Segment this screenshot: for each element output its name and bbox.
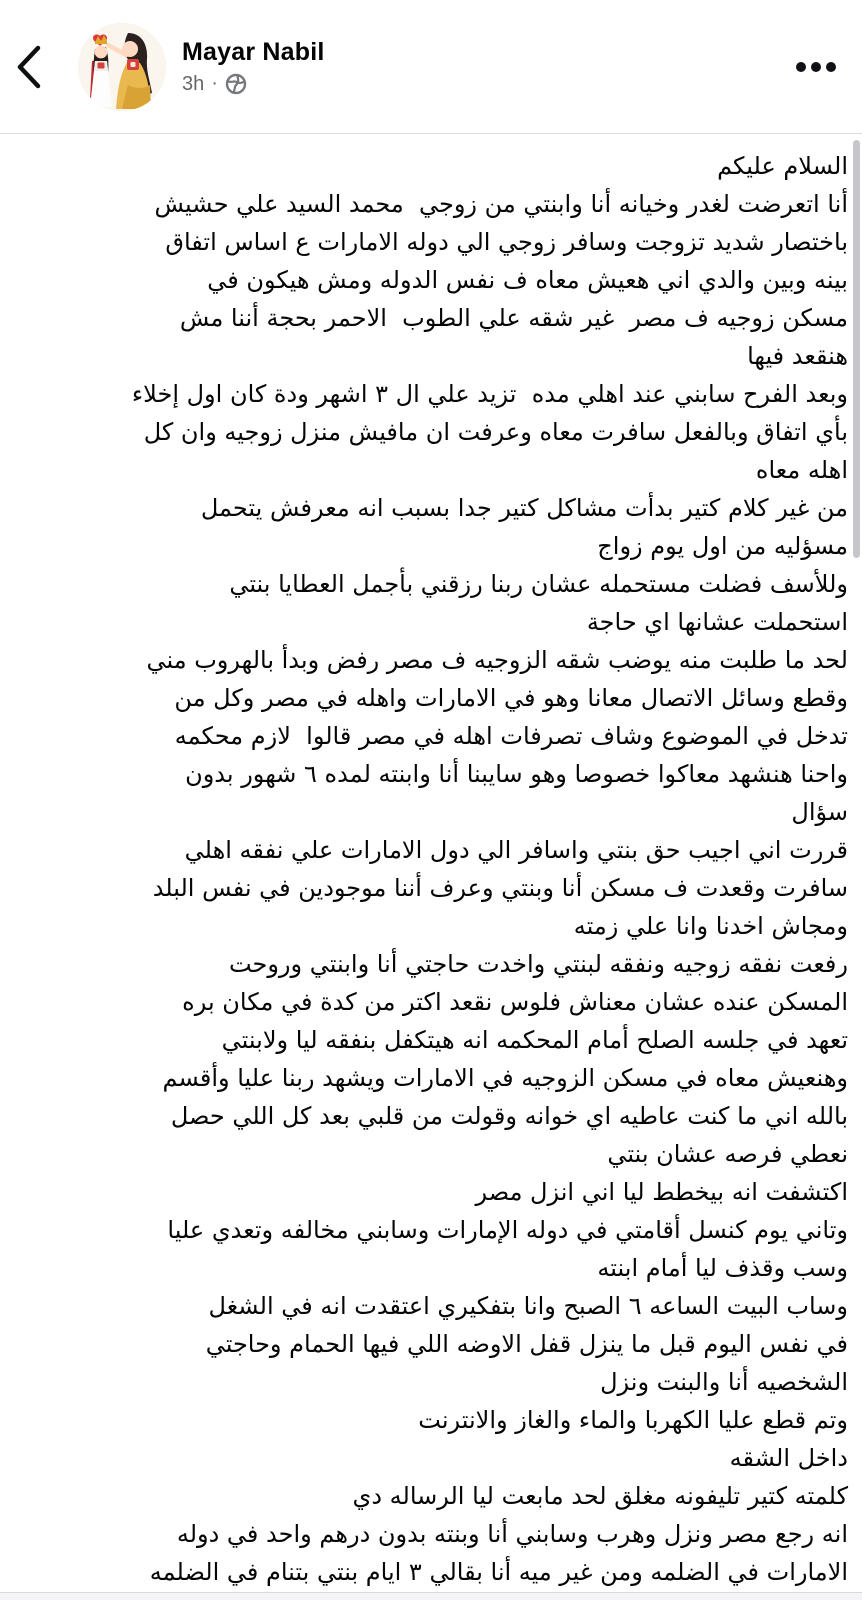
post-line: المسكن عنده عشان معناش فلوس نقعد اكتر من كدة في مكان بره [182, 988, 848, 1016]
post-line: اكتشفت انه بيخطط ليا اني انزل مصر [475, 1178, 848, 1206]
post-line: في نفس اليوم قبل ما ينزل قفل الاوضه اللي فيها الحمام وحاجتي [205, 1330, 848, 1358]
post-line: قررت اني اجيب حق بنتي واسافر الي دول الامارات علي نفقه اهلي [184, 836, 848, 864]
avatar[interactable] [78, 23, 166, 111]
bottom-divider [0, 1592, 862, 1600]
timestamp: 3h [182, 73, 205, 95]
post-body [0, 134, 862, 1592]
post-line: واحنا هنشهد معاكوا خصوصا وهو سايبنا أنا وابنته لمده ٦ شهور بدون [185, 760, 848, 788]
post-line: هنقعد فيها [747, 342, 848, 370]
post-line: وللأسف فضلت مستحمله عشان ربنا رزقني بأجمل العطايا بنتي [229, 570, 848, 598]
globe-privacy-icon [225, 73, 247, 95]
post-line: انه رجع مصر ونزل وهرب وسابني أنا وبنته بدون درهم واحد في دوله [176, 1520, 848, 1548]
post-line: داخل الشقه [729, 1444, 848, 1472]
post-line: نعطي فرصه عشان بنتي [607, 1140, 848, 1168]
more-options-button[interactable] [794, 52, 838, 82]
post-line: وتاني يوم كنسل أقامتي في دوله الإمارات وسابني مخالفه وتعدي عليا [167, 1216, 848, 1244]
post-text [14, 147, 848, 1591]
post-line: لحد ما طلبت منه يوضب شقه الزوجيه ف مصر رفض وبدأ بالهروب مني [146, 646, 848, 674]
post-line: سافرت وقعدت ف مسكن أنا وبنتي وعرف أننا موجودين في نفس البلد [152, 874, 848, 902]
post-line: تعهد في جلسه الصلح أمام المحكمه انه هيتكفل بنفقه ليا ولابنتي [221, 1026, 848, 1054]
author-block [182, 38, 325, 95]
post-line: ومجاش اخدنا وانا علي زمته [573, 912, 848, 940]
post-line: وسب وقذف ليا أمام ابنته [597, 1254, 848, 1282]
post-line: الشخصيه أنا والبنت ونزل [600, 1368, 848, 1396]
chevron-left-icon [16, 45, 42, 89]
post-line: أنا اتعرضت لغدر وخيانه أنا وابنتي من زوجي محمد السيد علي حشيش [154, 190, 848, 218]
profile-name[interactable]: Mayar Nabil [182, 38, 325, 66]
post-line: اهله معاه [755, 456, 848, 484]
ellipsis-dot [826, 62, 836, 72]
post-line: وهنعيش معاه في مسكن الزوجيه في الامارات ويشهد ربنا عليا وأقسم [162, 1064, 848, 1092]
post-line: الامارات في الضلمه ومن غير ميه أنا بقالي ٣ ايام بنتي بتنام في الضلمه [149, 1558, 848, 1586]
scrollbar-thumb[interactable] [853, 140, 860, 558]
profile-photo-mother-daughter-illustration [78, 23, 166, 111]
post-line: سؤال [791, 798, 848, 826]
post-line: كلمته كتير تليفونه مغلق لحد مابعت ليا الرساله دي [352, 1482, 848, 1510]
ellipsis-dot [796, 62, 806, 72]
post-line: بالله اني ما كنت عاطيه اي خوانه وقولت من قلبي بعد كل اللي حصل [170, 1102, 848, 1130]
post-meta [182, 73, 325, 95]
post-line: بأي اتفاق وبالفعل سافرت معاه وعرفت ان مافيش منزل زوجيه وان كل [143, 418, 848, 446]
post-line: استحملت عشانها اي حاجة [586, 608, 848, 636]
post-line: وساب البيت الساعه ٦ الصبح وانا بتفكيري اعتقدت انه في الشغل [208, 1292, 848, 1320]
post-line: بينه وبين والدي اني هعيش معاه ف نفس الدوله ومش هيكون في [207, 266, 848, 294]
post-line: من غير كلام كتير بدأت مشاكل كتير جدا بسبب انه معرفش يتحمل [200, 494, 848, 522]
post-line: رفعت نفقه زوجيه ونفقه لبنتي واخدت حاجتي أنا وابنتي وروحت [228, 950, 848, 978]
post-line: وبعد الفرح سابني عند اهلي مده تزيد علي ال ٣ اشهر ودة كان اول إخلاء [131, 380, 848, 408]
post-header [0, 0, 862, 134]
post-line: مسؤليه من اول يوم زواج [597, 532, 848, 560]
post-line: تدخل في الموضوع وشاف تصرفات اهله في مصر قالوا لازم محكمه [174, 722, 848, 750]
meta-separator: · [211, 71, 218, 94]
post-line: مسكن زوجيه ف مصر غير شقه علي الطوب الاحمر بحجة أننا مش [179, 304, 848, 332]
ellipsis-dot [811, 62, 821, 72]
post-line: باختصار شديد تزوجت وسافر زوجي الي دوله الامارات ع اساس اتفاق [165, 228, 848, 256]
back-button[interactable] [16, 37, 60, 97]
post-line: وقطع وسائل الاتصال معانا وهو في الامارات واهله في مصر وكل من [174, 684, 848, 712]
post-line: وتم قطع عليا الكهربا والماء والغاز والانترنت [418, 1406, 848, 1434]
post-line: السلام عليكم [717, 152, 848, 180]
